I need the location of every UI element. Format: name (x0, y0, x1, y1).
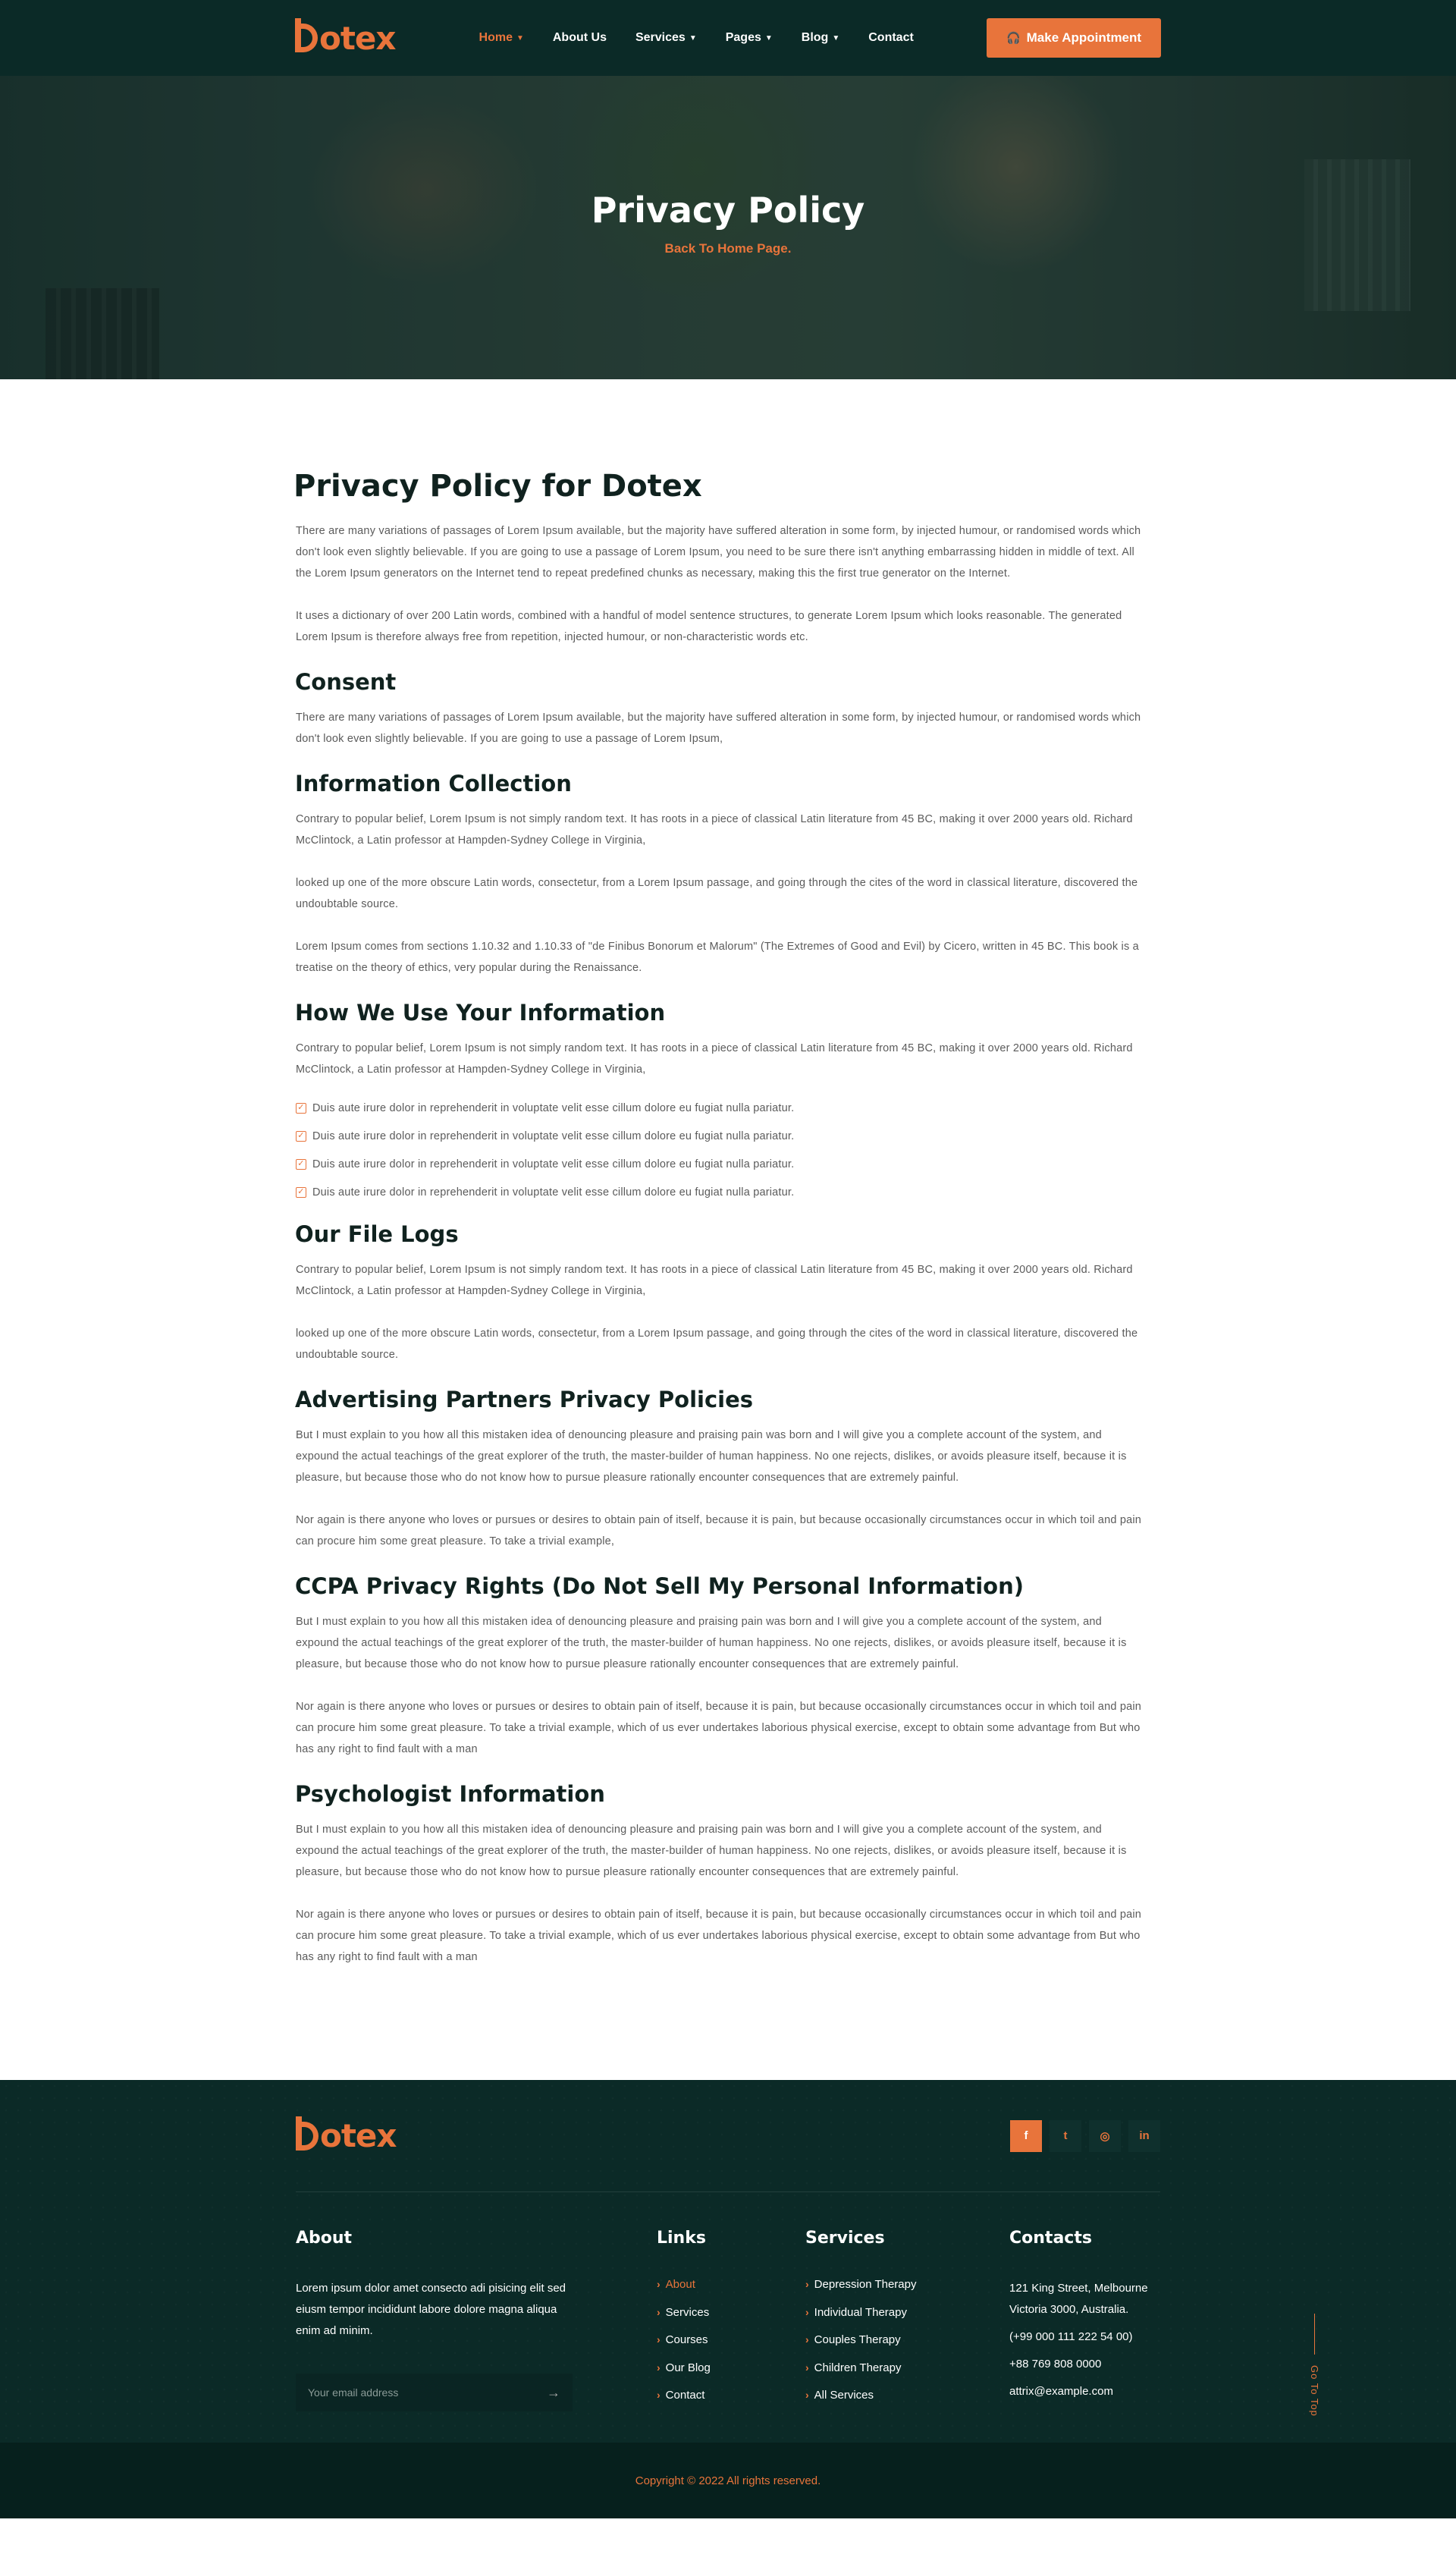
chevron-right-icon: › (657, 2278, 661, 2290)
contact-address: 121 King Street, Melbourne Victoria 3000, Australia. (1009, 2282, 1148, 2316)
advertising-paragraph: Nor again is there anyone who loves or pursues or desires to obtain pain of itself, because it is pain, but because occasionally circumstances occur in which toil and pain can procure him some great pleasure. To take a trivial example, (296, 1514, 1142, 1547)
site-footer (0, 2080, 1456, 2443)
footer-services (805, 2229, 916, 2417)
copyright-text: Copyright © 2022 All rights reserved. (635, 2474, 821, 2487)
footer-heading: Services (805, 2229, 885, 2248)
checklist-item: ✓ Duis aute irure dolor in reprehenderit in voluptate velit esse cillum dolore eu fugiat nulla pariatur. (296, 1150, 1145, 1178)
footer-service-all[interactable]: › All Services (805, 2389, 874, 2402)
footer-service-children[interactable]: › Children Therapy (805, 2361, 902, 2374)
main-nav (479, 31, 943, 45)
information-collection-paragraph: looked up one of the more obscure Latin words, consectetur, from a Lorem Ipsum passage, and going through the cites of the word in classical literature, discovered the undoubtable source. (296, 877, 1138, 910)
footer-link-our-blog[interactable]: › Our Blog (657, 2361, 711, 2374)
page-title: Privacy Policy for Dotex (293, 469, 702, 504)
ccpa-paragraph: But I must explain to you how all this mistaken idea of denouncing pleasure and praising pain was born and I will give you a complete account of the system, and expound the actual teachings of the great explorer of the truth, the master-builder of human happiness. No one rejects, dislikes, or avoids pleasure itself, because it is pleasure, but because those who do not know how to pursue pleasure rationally encounter consequences that are extremely painful. (296, 1616, 1127, 1670)
twitter-icon[interactable]: t (1050, 2120, 1081, 2152)
privacy-content (0, 379, 1456, 2080)
footer-link-services[interactable]: › Services (657, 2305, 710, 2319)
intro-paragraph: There are many variations of passages of Lorem Ipsum available, but the majority have suffered alteration in some form, by injected humour, or randomised words which don't look even slightly believable. If you are going to use a passage of Lorem Ipsum, you need to be sure there isn't anything embarrassing hidden in middle of text. All the Lorem Ipsum generators on the Internet tend to repeat predefined chunks as necessary, making this the first true generator on the Internet. (296, 525, 1141, 580)
chevron-right-icon: › (657, 2333, 661, 2345)
linkedin-icon[interactable]: in (1128, 2120, 1160, 2152)
headphones-icon: 🎧 (1006, 32, 1021, 45)
footer-link-contact[interactable]: › Contact (657, 2389, 705, 2402)
go-to-top-button[interactable] (1309, 2314, 1320, 2417)
footer-service-individual[interactable]: › Individual Therapy (805, 2305, 907, 2319)
footer-service-depression[interactable]: › Depression Therapy (805, 2278, 917, 2291)
how-we-use-paragraph: Contrary to popular belief, Lorem Ipsum is not simply random text. It has roots in a piece of classical Latin literature from 45 BC, making it over 2000 years old. Richard McClintock, a Latin professor at Hampden-Sydney College in Virginia, (296, 1042, 1133, 1076)
instagram-icon[interactable]: ◎ (1089, 2120, 1121, 2152)
email-input[interactable] (308, 2386, 547, 2399)
footer-logo[interactable] (296, 2117, 397, 2154)
chevron-right-icon: › (805, 2278, 809, 2290)
ccpa-paragraph: Nor again is there anyone who loves or pursues or desires to obtain pain of itself, because it is pain, but because occasionally circumstances occur in which toil and pain can procure him some great pleasure. To take a trivial example, which of us ever undertakes laborious physical exercise, except to obtain some advantage from But who has any right to find fault with a man (296, 1701, 1142, 1755)
section-heading-consent: Consent (295, 669, 397, 695)
psychologist-paragraph: But I must explain to you how all this mistaken idea of denouncing pleasure and praising pain was born and I will give you a complete account of the system, and expound the actual teachings of the great explorer of the truth, the master-builder of human happiness. No one rejects, dislikes, or avoids pleasure itself, because it is pleasure, but because those who do not know how to pursue pleasure rationally encounter consequences that are extremely painful. (296, 1824, 1127, 1878)
caret-down-icon: ▼ (516, 33, 524, 42)
contact-email[interactable]: attrix@example.com (1009, 2385, 1113, 2398)
footer-link-about[interactable]: › About (657, 2278, 695, 2291)
back-to-home-link[interactable]: Back To Home Page. (664, 241, 792, 256)
go-top-line (1314, 2314, 1315, 2355)
chevron-right-icon: › (657, 2305, 661, 2318)
social-links (1010, 2120, 1160, 2152)
arrow-right-icon[interactable]: → (547, 2384, 560, 2400)
go-top-label: Go To Top (1309, 2365, 1320, 2417)
chevron-right-icon: › (805, 2389, 809, 2401)
consent-paragraph: There are many variations of passages of Lorem Ipsum available, but the majority have suffered alteration in some form, by injected humour, or randomised words which don't look even slightly believable. If you are going to use a passage of Lorem Ipsum, (296, 712, 1141, 745)
chevron-right-icon: › (805, 2361, 809, 2374)
checkbox-checked-icon: ✓ (296, 1131, 306, 1142)
section-heading-advertising: Advertising Partners Privacy Policies (295, 1387, 754, 1412)
information-collection-paragraph: Lorem Ipsum comes from sections 1.10.32 and 1.10.33 of "de Finibus Bonorum et Malorum" (The Extremes of Good and Evil) by Cicero, written in 45 BC. This book is a treatise on the theory of ethics, very popular during the Renaissance. (296, 941, 1139, 974)
brand-logo[interactable] (295, 20, 396, 57)
chevron-right-icon: › (805, 2333, 809, 2345)
caret-down-icon: ▼ (832, 33, 840, 42)
checklist-item: ✓ Duis aute irure dolor in reprehenderit in voluptate velit esse cillum dolore eu fugiat nulla pariatur. (296, 1122, 1145, 1150)
footer-heading: About (296, 2229, 353, 2248)
footer-about (296, 2229, 576, 2411)
nav-services[interactable]: Services ▼ (635, 31, 697, 44)
chevron-right-icon: › (657, 2389, 661, 2401)
newsletter-form (296, 2374, 573, 2411)
checklist-item: ✓ Duis aute irure dolor in reprehenderit in voluptate velit esse cillum dolore eu fugiat nulla pariatur. (296, 1094, 1145, 1122)
contact-phone[interactable]: +88 769 808 0000 (1009, 2358, 1102, 2370)
contact-phone[interactable]: (+99 000 111 222 54 00) (1009, 2330, 1133, 2343)
file-logs-paragraph: looked up one of the more obscure Latin words, consectetur, from a Lorem Ipsum passage, and going through the cites of the word in classical literature, discovered the undoubtable source. (296, 1327, 1138, 1361)
checkbox-checked-icon: ✓ (296, 1187, 306, 1198)
caret-down-icon: ▼ (689, 33, 697, 42)
psychologist-paragraph: Nor again is there anyone who loves or pursues or desires to obtain pain of itself, because it is pain, but because occasionally circumstances occur in which toil and pain can procure him some great pleasure. To take a trivial example, which of us ever undertakes laborious physical exercise, except to obtain some advantage from But who has any right to find fault with a man (296, 1909, 1142, 1963)
checklist (296, 1094, 1145, 1206)
footer-heading: Contacts (1009, 2229, 1092, 2248)
section-heading-information-collection: Information Collection (295, 771, 572, 796)
intro-paragraph: It uses a dictionary of over 200 Latin words, combined with a handful of model sentence structures, to generate Lorem Ipsum which looks reasonable. The generated Lorem Ipsum is therefore always free from repetition, injected humour, or non-characteristic words etc. (296, 610, 1122, 643)
nav-about-us[interactable]: About Us (552, 31, 607, 44)
section-heading-file-logs: Our File Logs (295, 1221, 459, 1247)
nav-pages[interactable]: Pages ▼ (725, 31, 773, 44)
make-appointment-button[interactable]: 🎧 Make Appointment (987, 18, 1161, 58)
nav-home[interactable]: Home ▼ (479, 31, 524, 44)
nav-contact[interactable]: Contact (868, 31, 914, 44)
file-logs-paragraph: Contrary to popular belief, Lorem Ipsum is not simply random text. It has roots in a piece of classical Latin literature from 45 BC, making it over 2000 years old. Richard McClintock, a Latin professor at Hampden-Sydney College in Virginia, (296, 1264, 1133, 1297)
information-collection-paragraph: Contrary to popular belief, Lorem Ipsum is not simply random text. It has roots in a piece of classical Latin literature from 45 BC, making it over 2000 years old. Richard McClintock, a Latin professor at Hampden-Sydney College in Virginia, (296, 813, 1133, 847)
footer-link-courses[interactable]: › Courses (657, 2333, 708, 2346)
footer-contacts (1009, 2229, 1169, 2408)
caret-down-icon: ▼ (764, 33, 773, 42)
footer-about-text: Lorem ipsum dolor amet consecto adi pisicing elit sed eiusm tempor incididunt labore dolore magna aliqua enim ad minim. (296, 2282, 566, 2337)
footer-service-couples[interactable]: › Couples Therapy (805, 2333, 901, 2346)
logo-text: otex (320, 2117, 397, 2154)
page-hero (0, 76, 1456, 379)
copyright-bar (0, 2443, 1456, 2518)
section-heading-ccpa: CCPA Privacy Rights (Do Not Sell My Personal Information) (295, 1573, 1024, 1599)
facebook-icon[interactable]: f (1010, 2120, 1042, 2152)
advertising-paragraph: But I must explain to you how all this mistaken idea of denouncing pleasure and praising pain was born and I will give you a complete account of the system, and expound the actual teachings of the great explorer of the truth, the master-builder of human happiness. No one rejects, dislikes, or avoids pleasure itself, because it is pleasure, but because those who do not know how to pursue pleasure rationally encounter consequences that are extremely painful. (296, 1429, 1127, 1484)
site-header (0, 0, 1456, 76)
checkbox-checked-icon: ✓ (296, 1103, 306, 1114)
checkbox-checked-icon: ✓ (296, 1159, 306, 1170)
hero-bookshelf-left (46, 288, 159, 379)
checklist-item: ✓ Duis aute irure dolor in reprehenderit in voluptate velit esse cillum dolore eu fugiat nulla pariatur. (296, 1178, 1145, 1206)
chevron-right-icon: › (657, 2361, 661, 2374)
logo-mark-icon (295, 24, 318, 52)
hero-title: Privacy Policy (591, 190, 865, 231)
chevron-right-icon: › (805, 2305, 809, 2318)
logo-mark-icon (296, 2122, 318, 2151)
logo-text: otex (319, 19, 396, 57)
footer-links (657, 2229, 711, 2417)
section-heading-how-we-use: How We Use Your Information (295, 1000, 666, 1026)
section-heading-psychologist: Psychologist Information (295, 1781, 605, 1807)
nav-blog[interactable]: Blog ▼ (801, 31, 840, 44)
footer-heading: Links (657, 2229, 706, 2248)
